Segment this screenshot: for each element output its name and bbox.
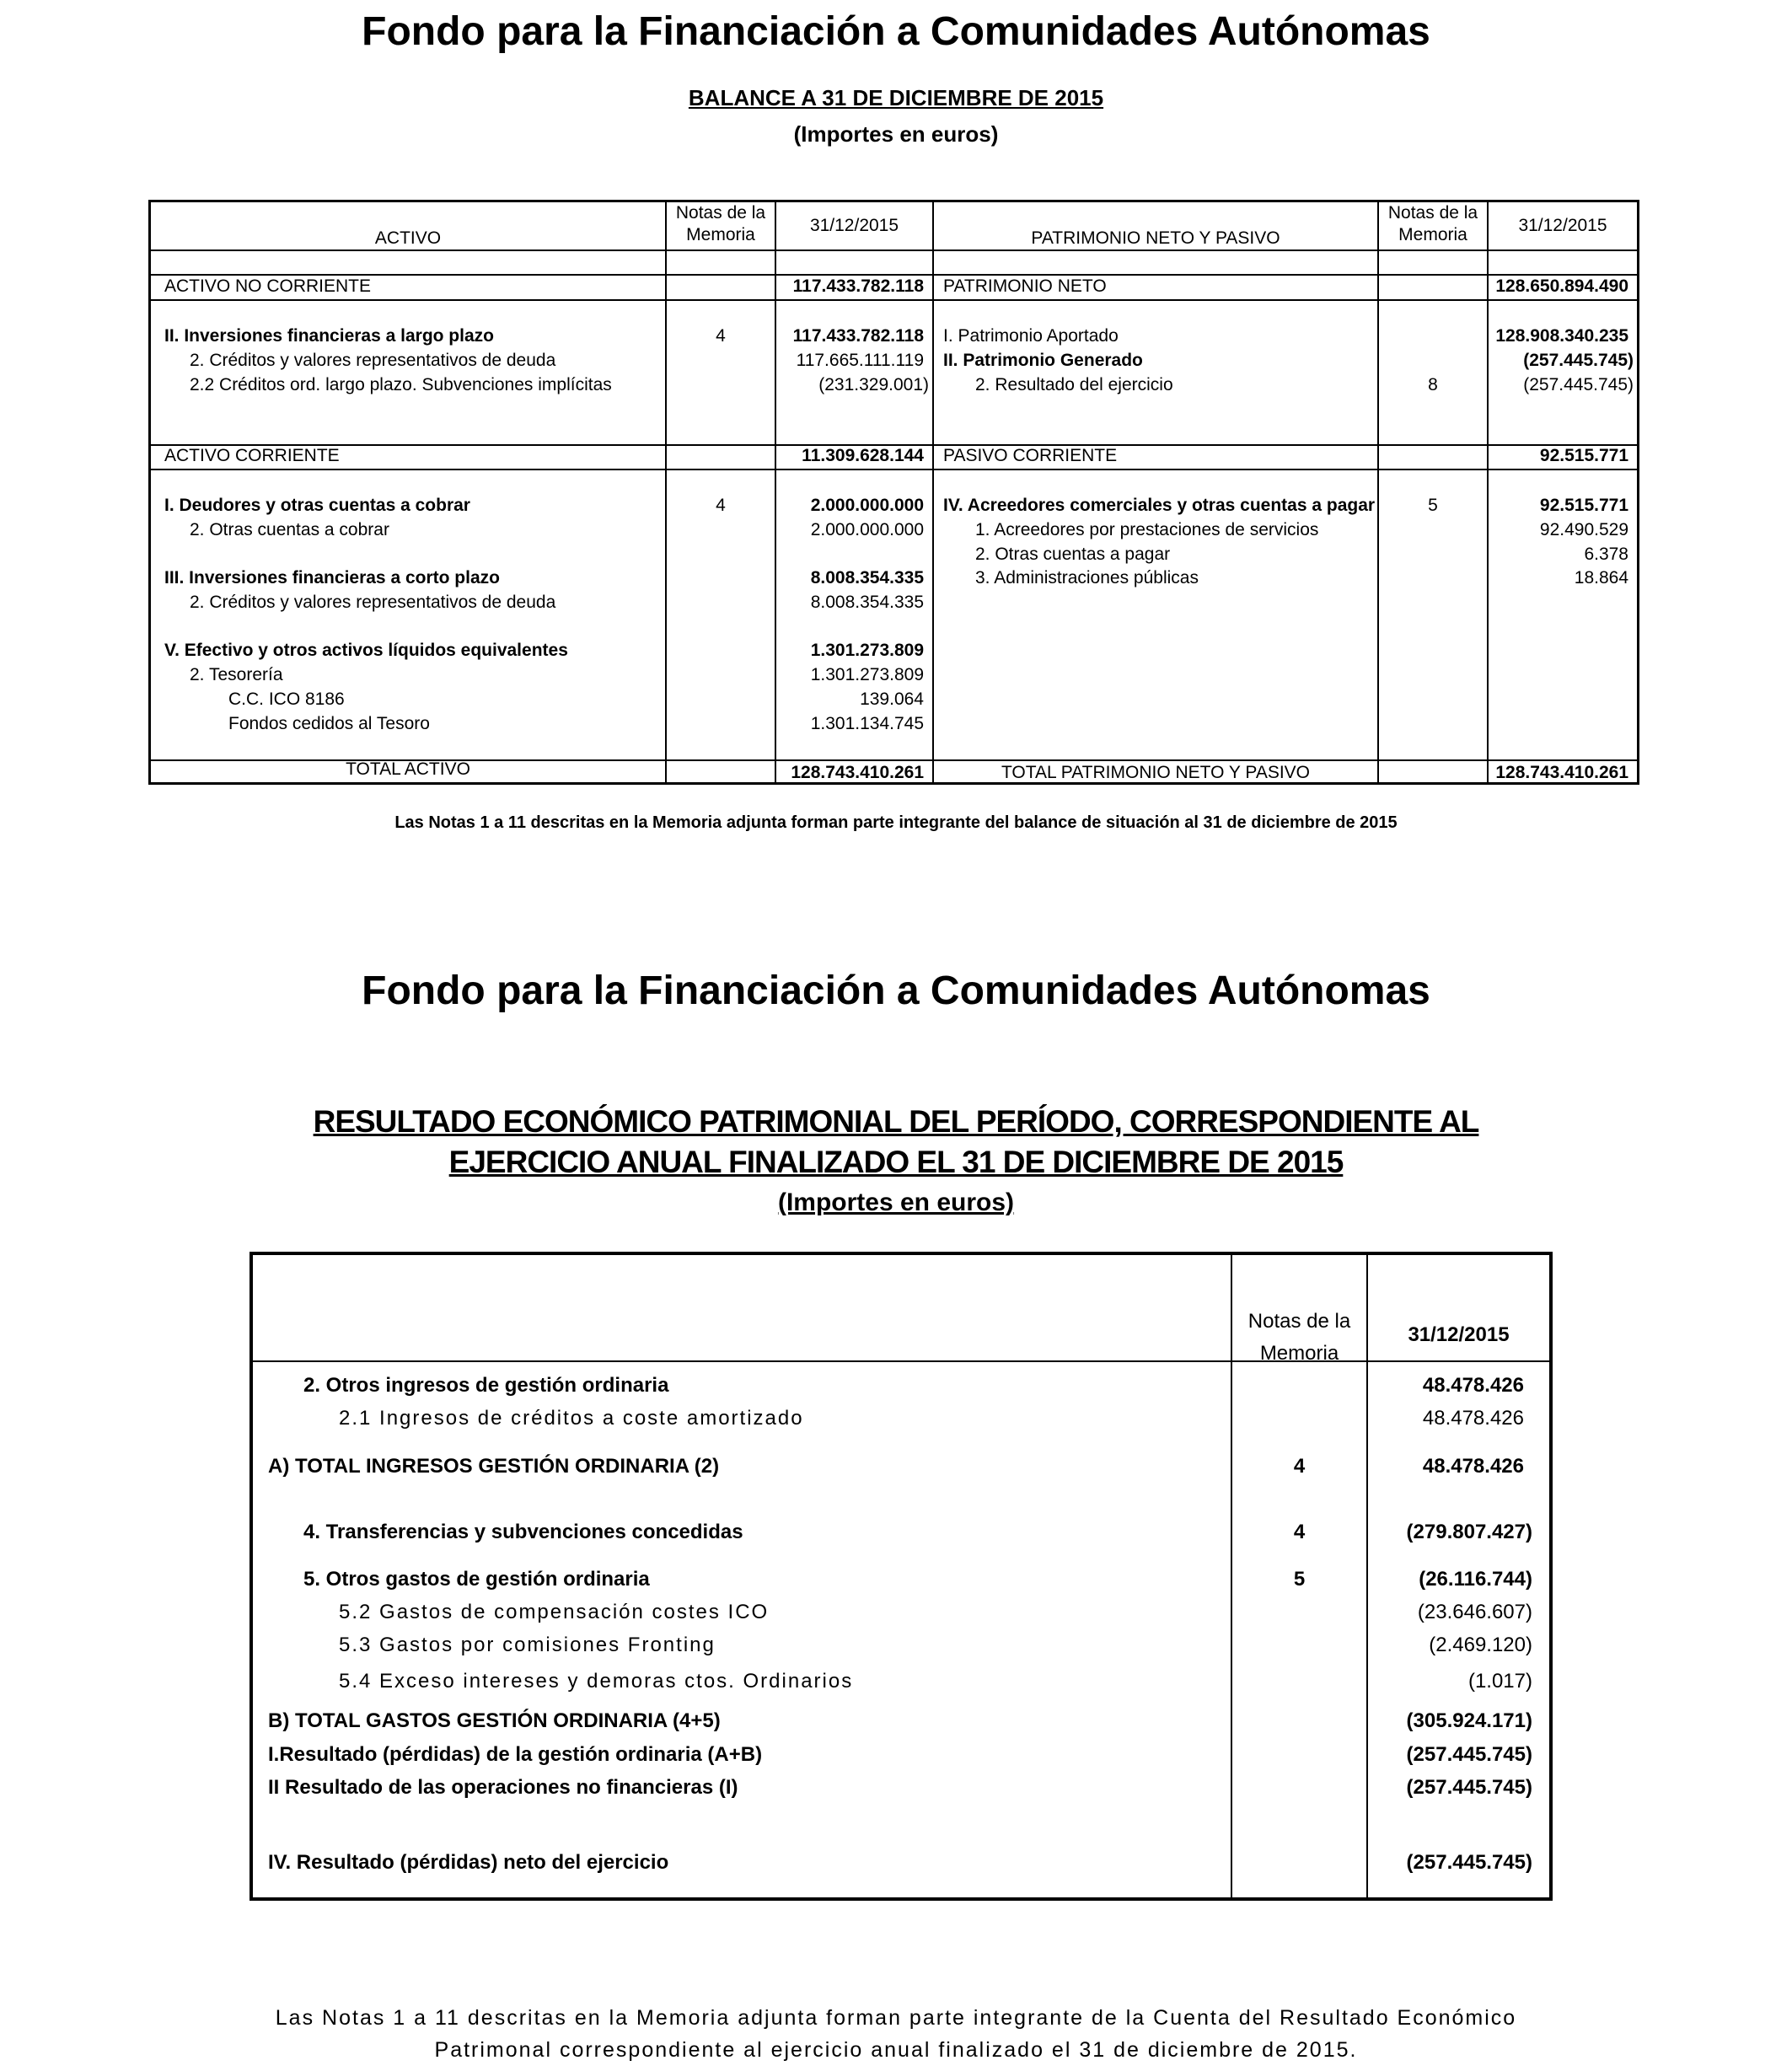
creditos-cp-value: 8.008.354.335 — [810, 593, 924, 612]
results-footnote-1: Las Notas 1 a 11 descritas en la Memoria adjunta forman parte integrante de la Cuenta del Resultado Económico — [275, 2006, 1517, 2030]
row-divider — [151, 469, 1637, 470]
otras-pagar-label: 2. Otras cuentas a pagar — [975, 545, 1171, 564]
balance-subtitle: BALANCE A 31 DE DICIEMBRE DE 2015 — [688, 85, 1104, 110]
acreedores-servicios-label: 1. Acreedores por prestaciones de servicios — [975, 520, 1319, 539]
creditos-lp-value: 117.665.111.119 — [796, 351, 924, 370]
total-pasivo-label: TOTAL PATRIMONIO NETO Y PASIVO — [1001, 763, 1311, 782]
row-transferencias-value: (279.807.427) — [1406, 1521, 1532, 1543]
results-footnote-2: Patrimonal correspondiente al ejercicio anual finalizado el 31 de diciembre de 2015. — [434, 2038, 1358, 2062]
row-otros-gastos-label: 5. Otros gastos de gestión ordinaria — [303, 1568, 650, 1591]
patrimonio-generado-value: (257.445.745) — [1523, 351, 1634, 370]
creditos-cp-label: 2. Créditos y valores representativos de deuda — [190, 593, 556, 612]
header-notas-right: Notas de la Memoria — [1387, 203, 1478, 244]
acreedores-servicios-value: 92.490.529 — [1539, 520, 1628, 539]
deudores-note: 4 — [716, 496, 726, 515]
total-pasivo-value: 128.743.410.261 — [1495, 763, 1628, 782]
row-comisiones-value: (2.469.120) — [1429, 1634, 1532, 1656]
row-total-ingresos-value: 48.478.426 — [1422, 1455, 1524, 1478]
header-date-right: 31/12/2015 — [1518, 216, 1607, 235]
row-compensacion-label: 5.2 Gastos de compensación costes ICO — [339, 1601, 770, 1623]
row-exceso-value: (1.017) — [1467, 1670, 1532, 1693]
results-subtitle-2: EJERCICIO ANUAL FINALIZADO EL 31 DE DICIEMBRE DE 2015 — [448, 1145, 1344, 1179]
header-notas-left: Notas de la Memoria — [675, 203, 766, 244]
patrimonio-neto-label: PATRIMONIO NETO — [943, 276, 1107, 296]
pasivo-corriente-value: 92.515.771 — [1539, 446, 1628, 465]
row-resultado-nofin-label: II Resultado de las operaciones no financieras (I) — [268, 1776, 738, 1799]
efectivo-label: V. Efectivo y otros activos líquidos equivalentes — [164, 641, 568, 660]
row-total-gastos-value: (305.924.171) — [1406, 1709, 1532, 1732]
creditos-lp-label: 2. Créditos y valores representativos de deuda — [190, 351, 556, 370]
results-title: Fondo para la Financiación a Comunidades Autónomas — [362, 968, 1430, 1013]
results-subtitle-1: RESULTADO ECONÓMICO PATRIMONIAL DEL PERÍODO, CORRESPONDIENTE AL — [313, 1104, 1479, 1139]
row-total-ingresos-label: A) TOTAL INGRESOS GESTIÓN ORDINARIA (2) — [268, 1455, 720, 1478]
otras-pagar-value: 6.378 — [1584, 545, 1628, 564]
row-resultado-neto-label: IV. Resultado (pérdidas) neto del ejercicio — [268, 1851, 669, 1874]
row-resultado-gestion-value: (257.445.745) — [1406, 1743, 1532, 1766]
row-exceso-label: 5.4 Exceso intereses y demoras ctos. Ordinarios — [339, 1670, 854, 1693]
acreedores-value: 92.515.771 — [1539, 496, 1628, 515]
row-transferencias-label: 4. Transferencias y subvenciones concedidas — [303, 1521, 743, 1543]
resultado-ejercicio-value: (257.445.745) — [1523, 375, 1634, 394]
inv-cp-label: III. Inversiones financieras a corto plazo — [164, 568, 500, 587]
row-comisiones-label: 5.3 Gastos por comisiones Fronting — [339, 1634, 716, 1656]
patrimonio-generado-label: II. Patrimonio Generado — [943, 351, 1143, 370]
inv-lp-value: 117.433.782.118 — [792, 326, 924, 346]
inv-lp-note: 4 — [716, 326, 726, 346]
balance-footnote: Las Notas 1 a 11 descritas en la Memoria adjunta forman parte integrante del balance de situación al 31 de diciembre de 2015 — [394, 813, 1398, 832]
row-resultado-neto-value: (257.445.745) — [1406, 1851, 1532, 1874]
row-resultado-gestion-label: I.Resultado (pérdidas) de la gestión ordinaria (A+B) — [268, 1743, 763, 1766]
activo-corriente-label: ACTIVO CORRIENTE — [164, 446, 340, 465]
row-total-gastos-label: B) TOTAL GASTOS GESTIÓN ORDINARIA (4+5) — [268, 1709, 721, 1732]
header-activo: ACTIVO — [374, 228, 442, 248]
row-resultado-nofin-value: (257.445.745) — [1406, 1776, 1532, 1799]
row-total-ingresos-note: 4 — [1293, 1455, 1306, 1478]
row-ingresos-creditos-value: 48.478.426 — [1422, 1407, 1524, 1430]
patrimonio-neto-value: 128.650.894.490 — [1495, 276, 1628, 296]
cc-ico-label: C.C. ICO 8186 — [228, 689, 345, 709]
resultado-ejercicio-label: 2. Resultado del ejercicio — [975, 375, 1173, 394]
otras-cobrar-label: 2. Otras cuentas a cobrar — [190, 520, 389, 539]
subvenciones-value: (231.329.001) — [818, 375, 929, 394]
row-otros-gastos-note: 5 — [1293, 1568, 1306, 1591]
results-table — [249, 1252, 1553, 1901]
row-otros-ingresos-label: 2. Otros ingresos de gestión ordinaria — [303, 1374, 669, 1397]
row-transferencias-note: 4 — [1293, 1521, 1306, 1543]
row-otros-ingresos-value: 48.478.426 — [1422, 1374, 1524, 1397]
header-pasivo: PATRIMONIO NETO Y PASIVO — [1031, 228, 1280, 248]
cc-ico-value: 139.064 — [860, 689, 924, 709]
deudores-value: 2.000.000.000 — [810, 496, 924, 515]
inv-lp-label: II. Inversiones financieras a largo plazo — [164, 326, 494, 346]
otras-cobrar-value: 2.000.000.000 — [810, 520, 924, 539]
activo-no-corriente-label: ACTIVO NO CORRIENTE — [164, 276, 372, 296]
row-divider — [151, 249, 1637, 251]
administraciones-label: 3. Administraciones públicas — [975, 568, 1199, 587]
row-compensacion-value: (23.646.607) — [1417, 1601, 1532, 1623]
row-otros-gastos-value: (26.116.744) — [1419, 1568, 1532, 1591]
row-ingresos-creditos-label: 2.1 Ingresos de créditos a coste amortizado — [339, 1407, 804, 1430]
activo-corriente-value: 11.309.628.144 — [802, 446, 924, 465]
subvenciones-label: 2.2 Créditos ord. largo plazo. Subvenciones implícitas — [190, 375, 612, 394]
col-divider — [932, 202, 934, 782]
efectivo-value: 1.301.273.809 — [810, 641, 924, 660]
balance-table — [148, 200, 1639, 785]
acreedores-label: IV. Acreedores comerciales y otras cuentas a pagar — [943, 496, 1376, 515]
col-divider — [665, 202, 667, 782]
acreedores-note: 5 — [1428, 496, 1438, 515]
tesoreria-label: 2. Tesorería — [190, 665, 283, 684]
col-divider — [1377, 202, 1379, 782]
balance-units: (Importes en euros) — [793, 121, 999, 147]
results-header-date: 31/12/2015 — [1408, 1323, 1510, 1346]
patrimonio-aportado-label: I. Patrimonio Aportado — [943, 326, 1119, 346]
results-units: (Importes en euros) — [777, 1188, 1015, 1216]
administraciones-value: 18.864 — [1574, 568, 1628, 587]
fondos-tesoro-value: 1.301.134.745 — [810, 714, 924, 733]
inv-cp-value: 8.008.354.335 — [810, 568, 924, 587]
activo-no-corriente-value: 117.433.782.118 — [792, 276, 924, 296]
total-activo-value: 128.743.410.261 — [791, 763, 924, 782]
deudores-label: I. Deudores y otras cuentas a cobrar — [164, 496, 470, 515]
tesoreria-value: 1.301.273.809 — [810, 665, 924, 684]
row-divider — [151, 299, 1637, 301]
balance-title: Fondo para la Financiación a Comunidades Autónomas — [362, 9, 1430, 54]
pasivo-corriente-label: PASIVO CORRIENTE — [943, 446, 1118, 465]
header-date-left: 31/12/2015 — [809, 216, 899, 235]
results-header-notas: Notas de la Memoria — [1247, 1310, 1351, 1365]
fondos-tesoro-label: Fondos cedidos al Tesoro — [228, 714, 430, 733]
total-activo-label: TOTAL ACTIVO — [346, 759, 470, 779]
resultado-ejercicio-note: 8 — [1428, 375, 1438, 394]
patrimonio-aportado-value: 128.908.340.235 — [1495, 326, 1628, 346]
